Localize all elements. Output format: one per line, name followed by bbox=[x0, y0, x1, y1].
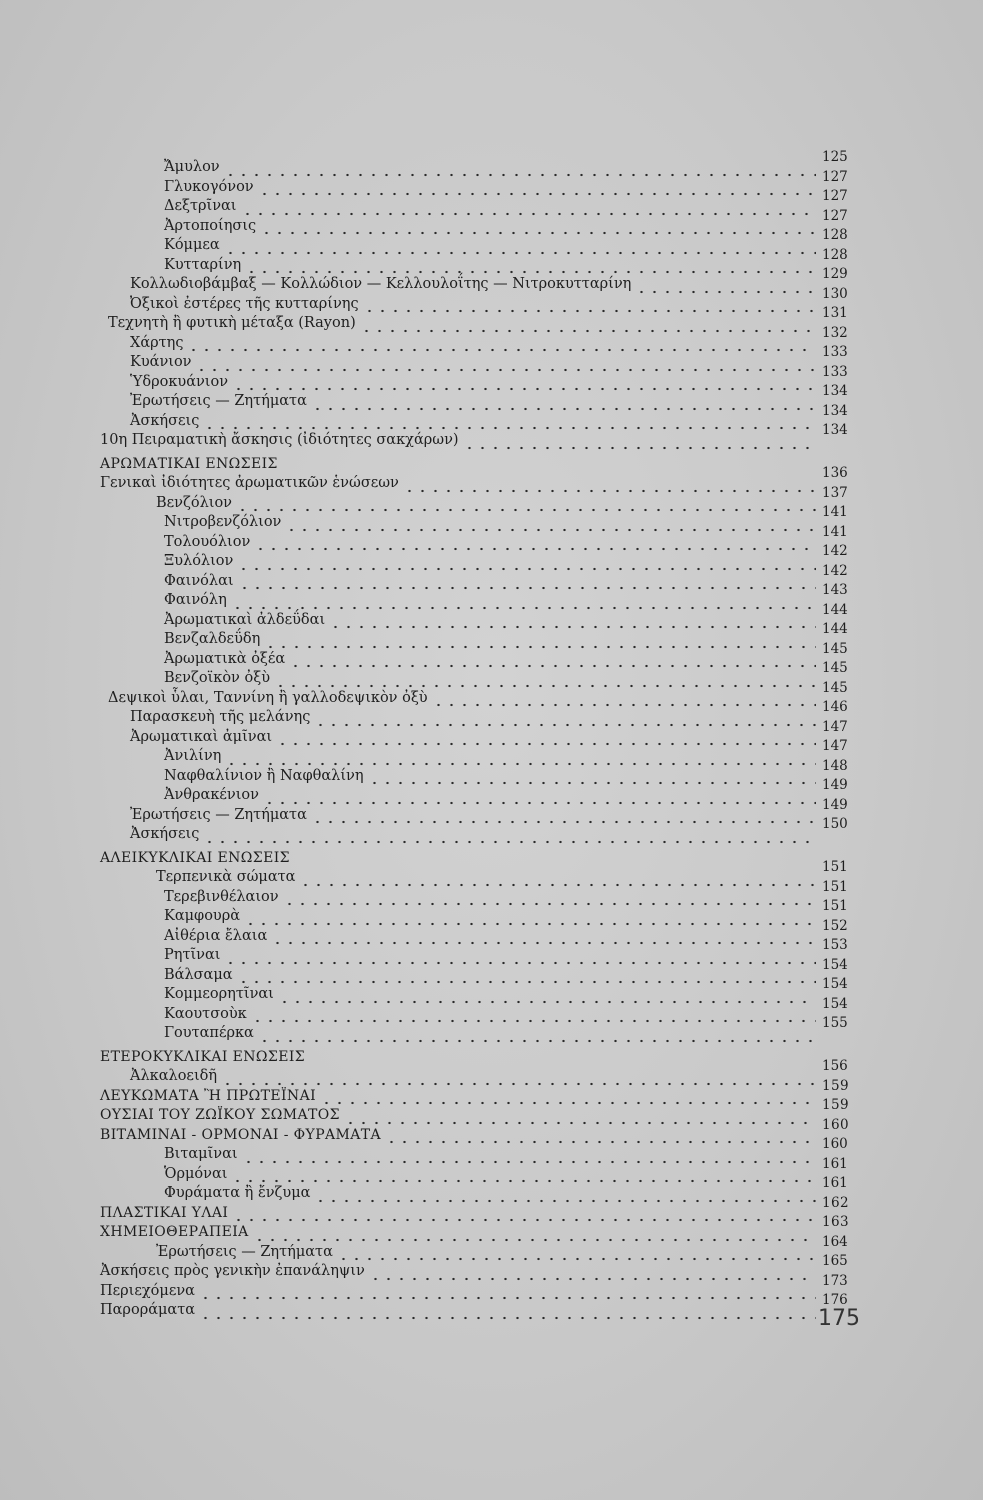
toc-entry-page: 125 bbox=[822, 149, 848, 165]
dot-leader bbox=[203, 412, 816, 432]
dot-leader bbox=[278, 985, 816, 1005]
toc-entry-page: 159 bbox=[822, 1077, 849, 1094]
toc-entry bbox=[100, 266, 870, 295]
toc-entry-title: Καμφουρὰ bbox=[164, 908, 241, 924]
toc-entry bbox=[100, 976, 870, 1005]
toc-entry bbox=[100, 344, 870, 373]
toc-entry-page: 144 bbox=[822, 601, 848, 618]
toc-entry-title: Τεχνητὴ ἢ φυτικὴ μέταξα (Rayon) bbox=[108, 315, 356, 331]
toc-entry-page: 151 bbox=[822, 859, 848, 875]
toc-entry-page: 141 bbox=[822, 504, 848, 520]
toc-entry-title: Ρητῖναι bbox=[164, 947, 221, 963]
toc-entry-title: Ἄμυλον bbox=[164, 159, 220, 175]
toc-entry-page: 156 bbox=[822, 1058, 848, 1074]
toc-section-heading bbox=[100, 1194, 870, 1224]
toc-entry-page: 145 bbox=[822, 640, 848, 657]
toc-entry-title: Ναφθαλίνιον ἢ Ναφθαλίνη bbox=[164, 767, 364, 784]
toc-entry-title: Φαινόλαι bbox=[164, 572, 234, 589]
dot-leader bbox=[242, 1145, 816, 1165]
toc-entry-page: 128 bbox=[822, 227, 848, 243]
toc-entry bbox=[100, 679, 870, 709]
toc-entry-title: Δεψικοὶ ὗλαι, Ταννίνη ἢ γαλλοδεψικὸν ὀξὺ bbox=[108, 689, 428, 706]
toc-entry-page: 137 bbox=[822, 484, 848, 501]
toc-entry-title: Γλυκογόνον bbox=[164, 178, 254, 195]
dot-leader bbox=[283, 888, 816, 908]
toc-entry-page: 127 bbox=[822, 207, 848, 224]
dot-leader bbox=[337, 1243, 816, 1263]
toc-entry bbox=[100, 562, 870, 592]
toc-entry-page: 147 bbox=[822, 738, 848, 754]
toc-entry-page: 154 bbox=[822, 956, 848, 973]
toc-entry-title: Τολουόλιον bbox=[164, 533, 251, 550]
toc-entry-page: 150 bbox=[822, 816, 848, 832]
dot-leader bbox=[232, 373, 816, 393]
toc-entry bbox=[100, 601, 870, 631]
toc-entry-page: 127 bbox=[822, 168, 848, 185]
toc-entry bbox=[100, 504, 870, 533]
dot-leader bbox=[463, 431, 816, 451]
dot-leader bbox=[403, 474, 816, 494]
toc-entry-title: Νιτροβενζόλιον bbox=[164, 514, 282, 530]
toc-entry-page: 155 bbox=[822, 1015, 848, 1031]
dot-leader bbox=[263, 786, 816, 806]
toc-entry-title: Παροράματα bbox=[100, 1302, 196, 1318]
toc-entry bbox=[100, 898, 870, 927]
toc-entry-title: Αἰθέρια ἔλαια bbox=[164, 927, 268, 944]
toc-entry-page: 143 bbox=[822, 582, 848, 598]
toc-entry-title: Ὀξικοὶ ἐστέρες τῆς κυτταρίνης bbox=[130, 295, 359, 312]
toc-entry-page: 134 bbox=[822, 402, 848, 419]
dot-leader bbox=[311, 392, 816, 412]
dot-leader bbox=[237, 552, 816, 572]
toc-entry bbox=[100, 621, 870, 650]
dot-leader bbox=[432, 689, 816, 709]
toc-entry-title: Βάλσαμα bbox=[164, 966, 233, 983]
dot-leader bbox=[360, 314, 816, 334]
toc-entry bbox=[100, 660, 870, 689]
toc-entry-page: 160 bbox=[822, 1136, 848, 1152]
toc-entry-title: Ὑδροκυάνιον bbox=[130, 373, 229, 390]
toc-entry-page: 134 bbox=[822, 422, 848, 438]
toc-entry-page: 154 bbox=[822, 976, 848, 992]
toc-entry-title: Δεξτρῖναι bbox=[164, 198, 237, 214]
toc-entry bbox=[100, 465, 870, 494]
toc-entry-title: ΛΕΥΚΩΜΑΤΑ Ἢ ΠΡΩΤΕΪΝΑΙ bbox=[100, 1087, 317, 1104]
toc-entry-title: Ἀσκήσεις bbox=[130, 412, 200, 429]
toc-entry-title: Καουτσοὺκ bbox=[164, 1005, 247, 1022]
dot-leader bbox=[199, 1282, 816, 1302]
dot-leader bbox=[311, 806, 816, 826]
toc-entry bbox=[100, 1292, 870, 1321]
toc-entry bbox=[100, 640, 870, 670]
toc-entry-page: 176 bbox=[822, 1292, 848, 1308]
toc-entry-title: Ἐρωτήσεις — Ζητήματα bbox=[130, 806, 307, 823]
toc-entry bbox=[100, 582, 870, 611]
toc-entry-page: 149 bbox=[822, 796, 848, 813]
toc-entry-title: ΕΤΕΡΟΚΥΚΛΙΚΑΙ ΕΝΩΣΕΙΣ bbox=[100, 1048, 306, 1065]
dot-leader bbox=[363, 295, 816, 315]
dot-leader bbox=[195, 353, 816, 373]
toc-entry-page: 148 bbox=[822, 757, 848, 774]
toc-entry-title: Περιεχόμενα bbox=[100, 1282, 195, 1299]
toc-section-heading bbox=[100, 455, 870, 475]
toc-entry-title: Βενζαλδεΰδη bbox=[164, 631, 261, 647]
toc-entry bbox=[100, 149, 870, 178]
toc-entry-title: ΟΥΣΙΑΙ ΤΟΥ ΖΩΪΚΟΥ ΣΩΜΑΤΟΣ bbox=[100, 1107, 340, 1123]
toc-entry bbox=[100, 305, 870, 334]
toc-section-heading bbox=[100, 1077, 870, 1107]
dot-leader bbox=[224, 158, 816, 178]
toc-entry-title: Ἐρωτήσεις — Ζητήματα bbox=[130, 393, 307, 409]
toc-entry-page: 144 bbox=[822, 621, 848, 637]
toc-entry-title: Βενζοϊκὸν ὀξὺ bbox=[164, 670, 271, 686]
toc-entry bbox=[100, 523, 870, 553]
toc-entry-title: ΠΛΑΣΤΙΚΑΙ ΥΛΑΙ bbox=[100, 1204, 229, 1221]
toc-entry-title: Ἀσκήσεις bbox=[130, 826, 200, 842]
toc-entry bbox=[100, 1272, 870, 1302]
toc-entry bbox=[100, 402, 870, 432]
toc-entry bbox=[100, 738, 870, 767]
toc-entry bbox=[100, 859, 870, 888]
toc-entry-page: 134 bbox=[822, 383, 848, 399]
toc-entry-title: Ἀρωματικὰ ὀξέα bbox=[164, 650, 286, 667]
toc-entry bbox=[100, 937, 870, 966]
dot-leader bbox=[314, 1184, 816, 1204]
dot-leader bbox=[344, 1106, 816, 1126]
dot-leader bbox=[264, 630, 816, 650]
dot-leader bbox=[385, 1126, 816, 1146]
dot-leader bbox=[329, 611, 816, 631]
toc-entry-page: 165 bbox=[822, 1253, 848, 1269]
toc-entry bbox=[100, 956, 870, 986]
toc-entry-page: 151 bbox=[822, 898, 848, 914]
toc-entry-page: 162 bbox=[822, 1194, 849, 1211]
dot-leader bbox=[224, 236, 816, 256]
dot-leader bbox=[320, 1087, 816, 1107]
toc-entry-page: 159 bbox=[822, 1097, 849, 1113]
toc-entry-title: Κόμμεα bbox=[164, 237, 220, 253]
toc-entry bbox=[100, 1253, 870, 1282]
toc-entry-title: Φαινόλη bbox=[164, 592, 227, 608]
toc-entry-title: ΒΙΤΑΜΙΝΑΙ - ΟΡΜΟΝΑΙ - ΦΥΡΑΜΑΤΑ bbox=[100, 1126, 382, 1143]
toc-entry-page: 173 bbox=[822, 1272, 848, 1289]
toc-entry-page: 136 bbox=[822, 465, 848, 481]
dot-leader bbox=[635, 275, 816, 295]
toc-entry-title: Βενζόλιον bbox=[156, 494, 232, 511]
toc-entry bbox=[100, 1233, 870, 1263]
dot-leader bbox=[254, 533, 816, 553]
toc-entry-page: 149 bbox=[822, 777, 848, 793]
toc-section-heading bbox=[100, 1214, 870, 1243]
toc-entry bbox=[100, 484, 870, 514]
dot-leader bbox=[253, 1223, 816, 1243]
toc-entry-title: Ἀρωματικαὶ ἀμῖναι bbox=[130, 728, 273, 745]
toc-entry-title: ΑΛΕΙΚΥΚΛΙΚΑΙ ΕΝΩΣΕΙΣ bbox=[100, 849, 290, 866]
toc-entry bbox=[100, 1175, 870, 1204]
toc-entry-page: 151 bbox=[822, 878, 848, 895]
toc-entry-title: Ὁρμόναι bbox=[164, 1165, 228, 1182]
dot-leader bbox=[231, 1165, 816, 1185]
toc-entry-title: Ἀνθρακένιον bbox=[164, 787, 259, 803]
toc-section-heading bbox=[100, 1097, 870, 1126]
toc-entry-page: 145 bbox=[822, 679, 848, 696]
toc-entry bbox=[100, 1058, 870, 1087]
toc-entry bbox=[100, 543, 870, 572]
toc-entry-page: 152 bbox=[822, 917, 848, 934]
toc-entry-page: 164 bbox=[822, 1233, 848, 1250]
toc-entry-page: 147 bbox=[822, 718, 848, 735]
dot-leader bbox=[289, 650, 816, 670]
toc-section-heading bbox=[100, 1116, 870, 1146]
toc-entry-title: Ἀνιλίνη bbox=[164, 748, 222, 764]
toc-entry-page: 154 bbox=[822, 995, 848, 1012]
dot-leader bbox=[258, 1024, 816, 1044]
dot-leader bbox=[299, 868, 816, 888]
dot-leader bbox=[221, 1067, 816, 1087]
toc-entry bbox=[100, 796, 870, 826]
toc-section-heading bbox=[100, 1048, 870, 1068]
dot-leader bbox=[258, 178, 816, 198]
toc-entry bbox=[100, 718, 870, 748]
toc-entry-title: Παρασκευὴ τῆς μελάνης bbox=[130, 709, 311, 725]
toc-section-heading bbox=[100, 849, 870, 869]
toc-entry-title: Γενικαὶ ἰδιότητες ἀρωματικῶν ἑνώσεων bbox=[100, 475, 399, 491]
toc-entry bbox=[100, 1015, 870, 1044]
toc-entry-title: Ξυλόλιον bbox=[164, 553, 234, 569]
dot-leader bbox=[203, 825, 816, 845]
dot-leader bbox=[245, 256, 816, 276]
toc-entry bbox=[100, 995, 870, 1025]
dot-leader bbox=[260, 217, 816, 237]
dot-leader bbox=[236, 494, 816, 514]
toc-entry-title: Τερπενικὰ σώματα bbox=[156, 869, 296, 885]
toc-entry-page: 141 bbox=[822, 523, 848, 540]
toc-entry-title: Κυτταρίνη bbox=[164, 256, 242, 273]
toc-entry bbox=[100, 757, 870, 787]
toc-entry-page: 127 bbox=[822, 188, 848, 204]
toc-entry-page: 161 bbox=[822, 1155, 848, 1172]
toc-entry bbox=[100, 1136, 870, 1165]
toc-entry-title: Κολλωδιοβάμβαξ — Κολλώδιον — Κελλουλοΐτης — Νιτροκυτταρίνη bbox=[130, 276, 632, 292]
dot-leader bbox=[369, 1262, 816, 1282]
toc-entry-page: 128 bbox=[822, 246, 848, 263]
toc-entry-title: Φυράματα ἢ ἔνζυμα bbox=[164, 1185, 311, 1201]
toc-entry-title: Ἐρωτήσεις — Ζητήματα bbox=[156, 1243, 333, 1260]
dot-leader bbox=[285, 513, 816, 533]
toc-entry bbox=[100, 878, 870, 908]
toc-entry-title: Ἀρτοποίησις bbox=[164, 217, 257, 234]
dot-leader bbox=[276, 728, 816, 748]
dot-leader bbox=[251, 1005, 816, 1025]
toc-entry bbox=[100, 816, 870, 845]
toc-entry bbox=[100, 699, 870, 728]
toc-entry bbox=[100, 324, 870, 354]
toc-entry-title: Κομμεορητῖναι bbox=[164, 986, 274, 1002]
toc-entry-page: 130 bbox=[822, 285, 848, 302]
toc-entry-title: Ἀρωματικαὶ ἀλδεΰδαι bbox=[164, 611, 326, 628]
dot-leader bbox=[199, 1301, 816, 1321]
toc-entry-page: 132 bbox=[822, 324, 848, 341]
dot-leader bbox=[244, 907, 816, 927]
toc-entry-title: ΑΡΩΜΑΤΙΚΑΙ ΕΝΩΣΕΙΣ bbox=[100, 455, 278, 472]
toc-entry-page: 133 bbox=[822, 363, 848, 380]
toc-entry-title: Χάρτης bbox=[130, 334, 184, 351]
dot-leader bbox=[187, 334, 816, 354]
dot-leader bbox=[224, 946, 816, 966]
toc-entry bbox=[100, 363, 870, 393]
toc-entry-page: 129 bbox=[822, 266, 848, 282]
toc-entry bbox=[100, 168, 870, 198]
dot-leader bbox=[225, 747, 816, 767]
dot-leader bbox=[271, 927, 816, 947]
toc-entry-page: 153 bbox=[822, 937, 848, 953]
toc-entry-title: Βιταμῖναι bbox=[164, 1146, 238, 1162]
toc-entry-title: Κυάνιον bbox=[130, 354, 192, 370]
toc-entry-title: Ἀσκήσεις πρὸς γενικὴν ἐπανάληψιν bbox=[100, 1263, 365, 1279]
toc-entry-page: 163 bbox=[822, 1214, 849, 1230]
toc-entry-page: 161 bbox=[822, 1175, 848, 1191]
toc-entry bbox=[100, 207, 870, 237]
toc-entry bbox=[100, 422, 870, 451]
toc-entry bbox=[100, 917, 870, 947]
toc-entry-title: ΧΗΜΕΙΟΘΕΡΑΠΕΙΑ bbox=[100, 1224, 249, 1240]
toc-entry-page: 142 bbox=[822, 543, 848, 559]
table-of-contents bbox=[100, 149, 870, 1321]
dot-leader bbox=[237, 966, 816, 986]
toc-entry-page: 146 bbox=[822, 699, 848, 715]
dot-leader bbox=[314, 708, 816, 728]
dot-leader bbox=[274, 669, 816, 689]
toc-entry-page: 131 bbox=[822, 305, 848, 321]
dot-leader bbox=[232, 1204, 816, 1224]
toc-entry-title: Τερεβινθέλαιον bbox=[164, 888, 279, 905]
toc-entry-page: 142 bbox=[822, 562, 848, 579]
dot-leader bbox=[238, 572, 816, 592]
toc-entry bbox=[100, 227, 870, 256]
dot-leader bbox=[241, 197, 817, 217]
toc-entry bbox=[100, 383, 870, 412]
dot-leader bbox=[231, 591, 816, 611]
toc-entry-page: 160 bbox=[822, 1116, 849, 1133]
toc-entry bbox=[100, 188, 870, 217]
page-number: 175 bbox=[818, 1306, 860, 1331]
toc-entry bbox=[100, 1155, 870, 1185]
toc-entry-page: 133 bbox=[822, 344, 848, 360]
toc-entry-page: 145 bbox=[822, 660, 848, 676]
toc-entry-title: 10η Πειραματικὴ ἄσκησις (ἰδιότητες σακχάρων) bbox=[100, 432, 459, 448]
toc-entry bbox=[100, 777, 870, 806]
toc-entry-title: Ἀλκαλοειδῆ bbox=[130, 1068, 218, 1084]
toc-entry bbox=[100, 285, 870, 315]
toc-entry-title: Γουταπέρκα bbox=[164, 1025, 254, 1041]
toc-entry bbox=[100, 246, 870, 276]
dot-leader bbox=[368, 767, 816, 787]
